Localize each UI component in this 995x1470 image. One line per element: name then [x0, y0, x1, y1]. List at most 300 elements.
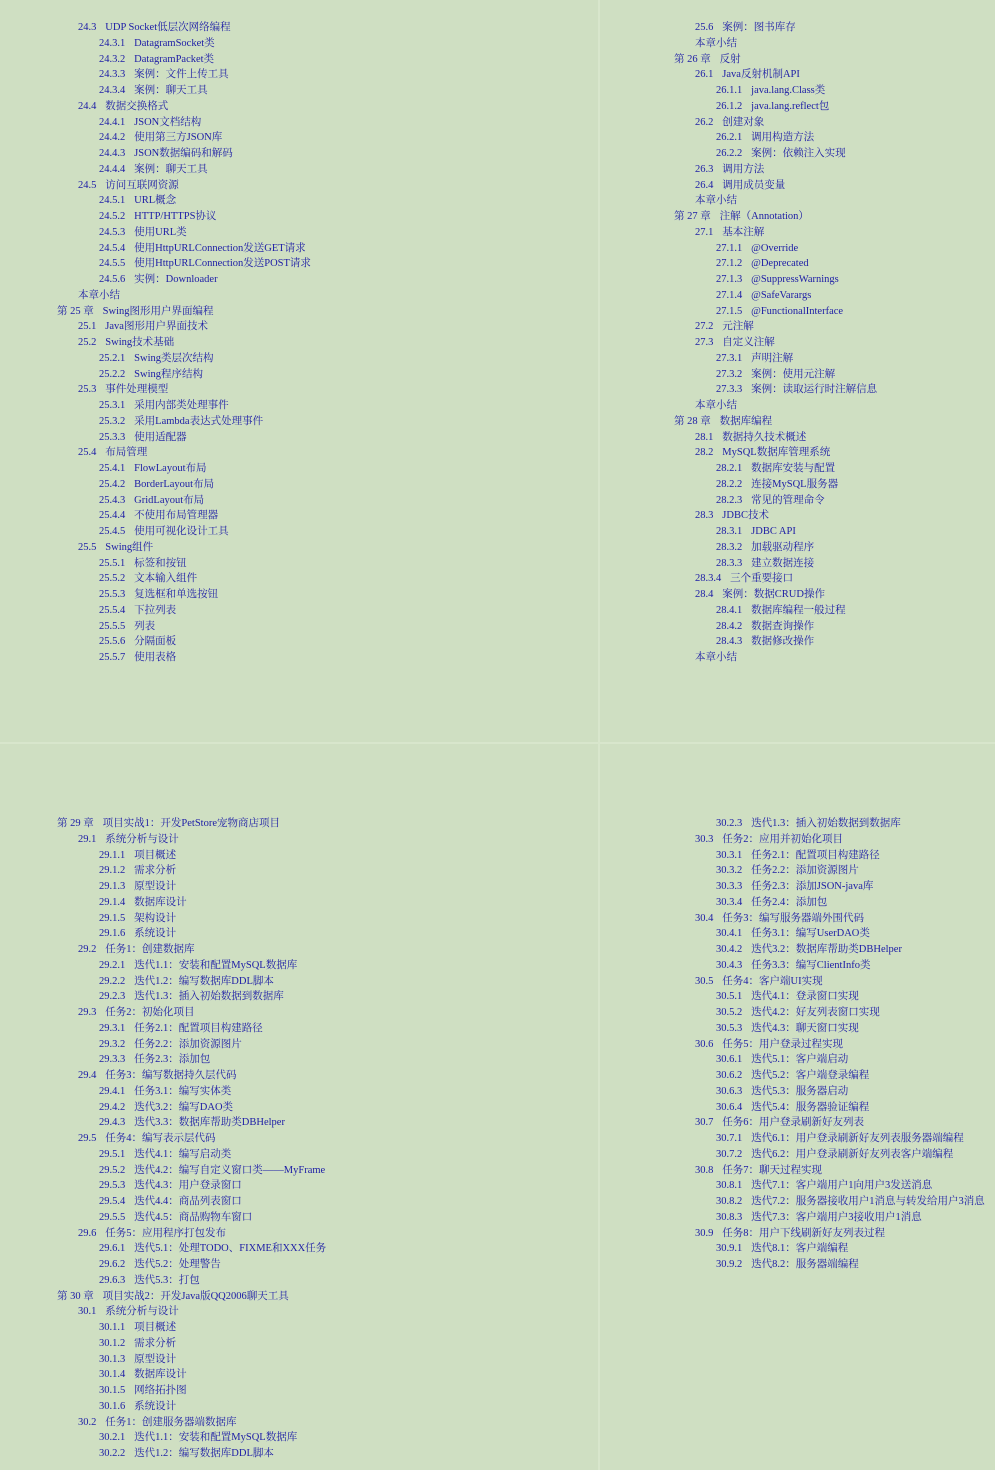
toc-entry-title: 架构设计 [134, 912, 177, 924]
toc-entry[interactable] [674, 477, 877, 493]
toc-entry-title: 案例：聊天工具 [134, 163, 208, 175]
toc-entry-title: 任务5：应用程序打包发布 [105, 1227, 227, 1239]
toc-entry[interactable] [674, 1115, 985, 1131]
toc-entry[interactable] [57, 926, 326, 942]
toc-entry-number: 25.5.6 [99, 636, 126, 648]
toc-entry[interactable] [57, 20, 311, 36]
toc-entry[interactable] [57, 178, 311, 194]
toc-entry[interactable] [674, 193, 877, 209]
toc-entry[interactable] [674, 99, 877, 115]
toc-entry[interactable] [674, 146, 877, 162]
toc-entry-number: 29.1.4 [99, 896, 126, 908]
toc-entry-number: 24.5.2 [99, 211, 126, 222]
toc-entry[interactable] [57, 556, 311, 572]
toc-entry[interactable] [57, 1068, 326, 1084]
toc-entry[interactable] [57, 1352, 326, 1368]
toc-entry-title: 标签和按钮 [134, 557, 187, 569]
toc-entry-title: 本章小结 [695, 37, 737, 49]
toc-entry[interactable] [57, 1037, 326, 1053]
toc-entry[interactable] [57, 319, 311, 335]
toc-entry-number: 30.8.1 [716, 1180, 743, 1192]
toc-entry[interactable] [674, 272, 877, 288]
toc-entry-title: Java图形用户界面技术 [105, 321, 208, 333]
toc-entry[interactable] [57, 911, 326, 927]
toc-entry[interactable] [674, 256, 877, 272]
toc-entry-number: 29.6 [78, 1227, 97, 1239]
toc-entry[interactable] [674, 430, 877, 446]
toc-entry[interactable] [57, 634, 311, 650]
toc-entry-title: 创建对象 [722, 116, 765, 128]
toc-entry-title: 案例：图书库存 [722, 22, 796, 33]
toc-entry[interactable] [57, 1131, 326, 1147]
toc-entry[interactable] [674, 1241, 985, 1257]
toc-entry-title: 元注解 [722, 321, 754, 333]
toc-entry[interactable] [57, 398, 311, 414]
toc-entry[interactable] [674, 1068, 985, 1084]
toc-entry-title: 迭代4.1：登录窗口实现 [751, 991, 859, 1003]
toc-entry-title: 案例：数据CRUD操作 [722, 589, 825, 600]
toc-entry-number: 30.1.2 [99, 1337, 126, 1349]
toc-entry-title: 连接MySQL服务器 [751, 478, 839, 490]
toc-entry-number: 30.8.2 [716, 1196, 743, 1207]
toc-entry-title: 迭代3.3：数据库帮助类DBHelper [134, 1117, 285, 1129]
toc-entry-number: 24.3 [78, 22, 97, 33]
toc-entry[interactable] [57, 1210, 326, 1226]
toc-entry[interactable] [57, 1430, 326, 1446]
toc-entry[interactable] [674, 508, 877, 524]
toc-entry-number: 30.4 [695, 912, 714, 924]
toc-entry-title: 迭代8.2：服务器端编程 [751, 1259, 859, 1270]
toc-entry[interactable] [57, 193, 311, 209]
toc-entry[interactable] [674, 493, 877, 509]
toc-entry[interactable] [674, 241, 877, 257]
toc-entry-title: 数据交换格式 [105, 100, 169, 112]
toc-entry-title: 任务4：编写表示层代码 [105, 1133, 216, 1144]
toc-entry-title: 项目概述 [134, 849, 177, 861]
toc-entry[interactable] [57, 1304, 326, 1320]
toc-entry[interactable] [57, 1084, 326, 1100]
toc-entry-title: 任务2.1：配置项目构建路径 [751, 849, 880, 861]
toc-entry[interactable] [674, 911, 985, 927]
toc-entry[interactable] [57, 209, 311, 225]
toc-entry[interactable] [674, 1021, 985, 1037]
toc-entry[interactable] [57, 1257, 326, 1273]
toc-entry-title: 不使用布局管理器 [134, 510, 219, 522]
toc-entry[interactable] [674, 1052, 985, 1068]
toc-entry-number: 28.3.1 [716, 526, 743, 537]
toc-entry-number: 24.4.4 [99, 163, 126, 175]
toc-entry[interactable] [674, 556, 877, 572]
toc-entry-title: @SuppressWarnings [751, 274, 839, 285]
toc-entry-title: 使用URL类 [134, 226, 187, 238]
toc-entry-title: 注解（Annotation） [719, 211, 809, 222]
toc-entry[interactable] [674, 540, 877, 556]
toc-entry-title: 采用内部类处理事件 [134, 400, 229, 411]
toc-entry-title: 迭代7.1：客户端用户1向用户3发送消息 [751, 1180, 933, 1192]
toc-entry-title: 迭代7.3：客户端用户3接收用户1消息 [751, 1211, 922, 1223]
toc-chapter-entry[interactable] [674, 52, 877, 68]
toc-entry[interactable] [57, 83, 311, 99]
toc-entry[interactable] [57, 619, 311, 635]
toc-entry[interactable] [57, 241, 311, 257]
toc-chapter-entry[interactable] [674, 209, 877, 225]
toc-entry-number: 30.5.3 [716, 1022, 743, 1034]
toc-entry-number: 30.4.3 [716, 959, 743, 971]
toc-entry[interactable] [57, 67, 311, 83]
toc-entry[interactable] [674, 382, 877, 398]
toc-entry[interactable] [57, 477, 311, 493]
toc-entry[interactable] [57, 1100, 326, 1116]
toc-entry-title: 任务2.3：添加JSON-java库 [751, 881, 874, 892]
toc-entry-number: 27.1.1 [716, 242, 743, 254]
toc-entry-number: 29.5 [78, 1133, 97, 1144]
toc-entry-number: 25.4.2 [99, 478, 126, 490]
toc-entry-title: 迭代6.2：用户登录刷新好友列表客户端编程 [751, 1148, 954, 1160]
toc-entry[interactable] [57, 508, 311, 524]
toc-entry[interactable] [674, 1131, 985, 1147]
toc-entry-title: 使用HttpURLConnection发送POST请求 [134, 258, 311, 270]
toc-entry[interactable] [674, 288, 877, 304]
toc-entry[interactable] [674, 603, 877, 619]
toc-entry[interactable] [57, 36, 311, 52]
toc-entry-number: 24.5.5 [99, 258, 126, 270]
toc-entry-number: 29.2 [78, 944, 97, 955]
toc-entry[interactable] [57, 1021, 326, 1037]
toc-entry[interactable] [674, 445, 877, 461]
toc-entry[interactable] [57, 1178, 326, 1194]
toc-entry-number: 28.4.2 [716, 620, 743, 632]
toc-page1-left-column [57, 20, 311, 666]
toc-entry-title: 数据库安装与配置 [751, 463, 836, 474]
toc-entry-number: 第 25 章 [57, 305, 94, 317]
toc-entry-title: UDP Socket低层次网络编程 [105, 22, 231, 33]
toc-entry[interactable] [57, 989, 326, 1005]
toc-entry-number: 24.5.3 [99, 226, 126, 238]
toc-entry-title: GridLayout布局 [134, 494, 205, 506]
toc-entry-title: 案例：文件上传工具 [134, 69, 229, 81]
toc-entry[interactable] [674, 1194, 985, 1210]
toc-entry-number: 27.3.3 [716, 384, 743, 396]
toc-entry[interactable] [674, 225, 877, 241]
toc-entry[interactable] [674, 367, 877, 383]
toc-chapter-entry[interactable] [57, 304, 311, 320]
toc-entry[interactable] [57, 1163, 326, 1179]
toc-entry-number: 25.3 [78, 384, 97, 396]
toc-entry[interactable] [674, 587, 877, 603]
toc-entry[interactable] [57, 1336, 326, 1352]
toc-entry[interactable] [57, 958, 326, 974]
toc-entry-title: 任务3：编写数据持久层代码 [105, 1070, 237, 1081]
toc-entry[interactable] [674, 351, 877, 367]
toc-entry[interactable] [674, 879, 985, 895]
toc-entry-title: Swing技术基础 [105, 337, 175, 348]
toc-entry-number: 30.7.2 [716, 1148, 743, 1160]
toc-entry-title: 数据持久技术概述 [722, 431, 807, 443]
toc-entry[interactable] [57, 1446, 326, 1462]
toc-entry-number: 25.5 [78, 541, 97, 553]
toc-entry-number: 29.1 [78, 833, 97, 845]
toc-entry-number: 第 28 章 [674, 415, 711, 427]
toc-entry[interactable] [57, 1320, 326, 1336]
toc-entry-number: 30.4.2 [716, 944, 743, 955]
toc-entry[interactable] [57, 603, 311, 619]
toc-page2-left-column [57, 816, 326, 1462]
toc-entry[interactable] [674, 1084, 985, 1100]
toc-entry[interactable] [57, 524, 311, 540]
toc-entry-title: 自定义注解 [722, 337, 775, 348]
toc-entry[interactable] [674, 989, 985, 1005]
toc-entry[interactable] [57, 1367, 326, 1383]
toc-entry[interactable] [674, 816, 985, 832]
toc-entry[interactable] [57, 895, 326, 911]
toc-entry[interactable] [674, 83, 877, 99]
toc-entry[interactable] [57, 650, 311, 666]
toc-entry[interactable] [674, 1226, 985, 1242]
toc-entry-title: 文本输入组件 [134, 573, 198, 585]
toc-entry-title: Swing程序结构 [134, 368, 204, 380]
toc-entry-number: 28.3 [695, 510, 714, 522]
toc-entry-title: 任务3.3：编写ClientInfo类 [751, 959, 871, 971]
toc-entry-title: 迭代4.2：编写自定义窗口类——MyFrame [134, 1164, 326, 1176]
toc-entry-number: 29.5.5 [99, 1211, 126, 1223]
toc-entry[interactable] [674, 20, 877, 36]
toc-entry[interactable] [674, 958, 985, 974]
toc-entry[interactable] [674, 1178, 985, 1194]
toc-entry[interactable] [57, 445, 311, 461]
toc-entry-title: 任务7：聊天过程实现 [722, 1164, 823, 1176]
toc-entry-number: 30.8 [695, 1164, 714, 1176]
toc-entry-title: 系统分析与设计 [105, 1306, 179, 1318]
toc-entry-number: 24.3.1 [99, 37, 126, 49]
toc-page1-right-column [674, 20, 877, 666]
toc-entry-number: 30.9.1 [716, 1243, 743, 1255]
toc-entry-title: @SafeVarargs [751, 289, 812, 301]
toc-entry-title: 调用方法 [722, 163, 765, 175]
toc-entry-title: 数据查询操作 [751, 620, 815, 632]
toc-entry-number: 30.1.5 [99, 1385, 126, 1396]
toc-entry[interactable] [57, 1115, 326, 1131]
toc-entry-number: 29.4.1 [99, 1085, 126, 1097]
toc-entry[interactable] [57, 382, 311, 398]
toc-entry[interactable] [674, 1257, 985, 1273]
toc-entry-number: 29.3.2 [99, 1038, 126, 1050]
toc-entry-title: 网络拓扑图 [134, 1385, 187, 1396]
toc-entry-title: 反射 [719, 53, 741, 65]
toc-entry[interactable] [57, 942, 326, 958]
toc-entry[interactable] [57, 367, 311, 383]
toc-entry[interactable] [674, 1005, 985, 1021]
toc-entry[interactable] [674, 926, 985, 942]
toc-entry[interactable] [57, 430, 311, 446]
toc-entry[interactable] [57, 863, 326, 879]
toc-entry[interactable] [57, 1147, 326, 1163]
toc-entry-number: 29.5.2 [99, 1164, 126, 1176]
toc-entry[interactable] [57, 1052, 326, 1068]
toc-entry-title: 迭代3.2：数据库帮助类DBHelper [751, 944, 902, 955]
toc-entry[interactable] [674, 1147, 985, 1163]
toc-entry[interactable] [674, 1163, 985, 1179]
toc-entry-title: 项目概述 [134, 1322, 177, 1333]
toc-entry-title: 迭代4.2：好友列表窗口实现 [751, 1007, 880, 1018]
toc-entry[interactable] [57, 461, 311, 477]
toc-entry[interactable] [57, 1241, 326, 1257]
toc-chapter-entry[interactable] [674, 414, 877, 430]
toc-entry-number: 29.6.2 [99, 1259, 126, 1270]
toc-entry-number: 30.6.2 [716, 1070, 743, 1081]
toc-entry[interactable] [57, 288, 311, 304]
toc-entry-number: 30.2.2 [99, 1448, 126, 1459]
toc-entry[interactable] [674, 461, 877, 477]
toc-entry[interactable] [57, 335, 311, 351]
toc-entry-title: 数据库编程 [719, 415, 773, 427]
toc-entry[interactable] [674, 319, 877, 335]
toc-entry[interactable] [57, 115, 311, 131]
toc-entry-title: 任务1：创建数据库 [105, 944, 195, 955]
toc-entry[interactable] [57, 587, 311, 603]
toc-entry[interactable] [674, 67, 877, 83]
toc-entry-number: 29.2.1 [99, 959, 126, 971]
toc-entry-number: 25.5.2 [99, 573, 126, 585]
toc-entry[interactable] [674, 974, 985, 990]
toc-entry-title: DatagramSocket类 [134, 37, 215, 49]
toc-entry[interactable] [57, 879, 326, 895]
toc-entry[interactable] [674, 524, 877, 540]
toc-entry-title: 数据库编程一般过程 [751, 604, 846, 616]
toc-entry-number: 25.4.3 [99, 494, 126, 506]
toc-entry-title: 复选框和单选按钮 [134, 589, 219, 600]
toc-entry-title: 任务2.2：添加资源图片 [751, 865, 859, 877]
toc-entry-title: 使用适配器 [134, 431, 187, 443]
toc-entry-title: 迭代1.3：插入初始数据到数据库 [751, 818, 901, 829]
toc-entry-title: HTTP/HTTPS协议 [134, 211, 217, 222]
toc-entry-number: 30.3.4 [716, 896, 743, 908]
toc-entry[interactable] [57, 272, 311, 288]
toc-entry-number: 27.3 [695, 337, 714, 348]
toc-entry[interactable] [57, 162, 311, 178]
toc-entry-number: 29.5.4 [99, 1196, 126, 1207]
toc-entry-number: 29.2.2 [99, 975, 126, 987]
toc-entry-number: 29.5.3 [99, 1180, 126, 1192]
toc-entry-number: 30.5 [695, 975, 714, 987]
toc-entry-title: 原型设计 [134, 1353, 177, 1365]
toc-entry-number: 30.3.2 [716, 865, 743, 877]
toc-entry[interactable] [57, 848, 326, 864]
toc-entry-title: 迭代1.2：编写数据库DDL脚本 [134, 1448, 274, 1459]
toc-entry[interactable] [57, 1226, 326, 1242]
toc-entry-number: 25.2 [78, 337, 97, 348]
toc-entry-number: 24.4.2 [99, 132, 126, 144]
toc-entry-title: 需求分析 [134, 865, 177, 877]
toc-entry-title: 迭代5.2：处理警告 [134, 1259, 221, 1270]
toc-entry[interactable] [57, 225, 311, 241]
toc-entry[interactable] [57, 1005, 326, 1021]
toc-entry[interactable] [57, 351, 311, 367]
toc-entry[interactable] [57, 832, 326, 848]
toc-entry-number: 25.2.1 [99, 352, 126, 364]
toc-entry[interactable] [57, 493, 311, 509]
toc-entry-title: Swing组件 [105, 541, 154, 553]
toc-entry-title: 常见的管理命令 [751, 494, 825, 506]
toc-entry[interactable] [57, 1399, 326, 1415]
toc-entry[interactable] [674, 571, 877, 587]
toc-entry[interactable] [674, 1100, 985, 1116]
toc-entry-title: 迭代5.1：处理TODO、FIXME和XXX任务 [134, 1243, 327, 1255]
toc-entry-number: 30.2 [78, 1416, 97, 1428]
toc-entry[interactable] [674, 130, 877, 146]
toc-entry-title: 任务8：用户下线刷新好友列表过程 [722, 1227, 886, 1239]
toc-entry-title: 任务5：用户登录过程实现 [722, 1038, 844, 1050]
toc-entry[interactable] [57, 1383, 326, 1399]
toc-entry[interactable] [674, 1210, 985, 1226]
toc-entry[interactable] [57, 414, 311, 430]
toc-entry[interactable] [674, 863, 985, 879]
toc-entry[interactable] [674, 304, 877, 320]
toc-entry-number: 24.4.3 [99, 148, 126, 159]
toc-entry[interactable] [57, 1194, 326, 1210]
toc-entry[interactable] [57, 256, 311, 272]
toc-entry-title: 列表 [134, 620, 156, 632]
toc-entry[interactable] [674, 634, 877, 650]
toc-entry-title: 三个重要接口 [730, 573, 794, 585]
toc-entry[interactable] [57, 571, 311, 587]
toc-entry[interactable] [674, 178, 877, 194]
toc-entry-number: 29.3.3 [99, 1054, 126, 1066]
toc-entry-number: 26.4 [695, 179, 714, 191]
toc-entry-number: 25.4.1 [99, 463, 126, 474]
toc-entry-number: 25.1 [78, 321, 97, 333]
toc-entry[interactable] [674, 115, 877, 131]
toc-entry[interactable] [57, 146, 311, 162]
toc-entry-number: 26.1.2 [716, 100, 743, 112]
toc-entry-number: 30.3.1 [716, 849, 743, 861]
toc-entry-number: 25.4.4 [99, 510, 126, 522]
toc-entry-title: 案例：读取运行时注解信息 [751, 384, 878, 396]
toc-entry[interactable] [674, 832, 985, 848]
toc-entry[interactable] [57, 540, 311, 556]
toc-entry[interactable] [57, 52, 311, 68]
toc-entry-title: 案例：依赖注入实现 [751, 148, 846, 159]
toc-entry-number: 24.5.1 [99, 195, 126, 207]
toc-entry-number: 27.1.3 [716, 274, 743, 285]
toc-entry[interactable] [674, 1037, 985, 1053]
toc-entry-title: 任务2.2：添加资源图片 [134, 1038, 242, 1050]
toc-chapter-entry[interactable] [57, 816, 326, 832]
toc-entry[interactable] [674, 942, 985, 958]
toc-entry[interactable] [674, 650, 877, 666]
toc-entry[interactable] [57, 1415, 326, 1431]
toc-entry-title: 原型设计 [134, 881, 177, 892]
toc-entry[interactable] [57, 99, 311, 115]
toc-entry-number: 25.4 [78, 447, 97, 459]
toc-entry-title: 任务3：编写服务器端外围代码 [722, 912, 865, 924]
toc-entry[interactable] [674, 619, 877, 635]
toc-chapter-entry[interactable] [57, 1289, 326, 1305]
toc-entry[interactable] [674, 398, 877, 414]
toc-entry-title: 本章小结 [695, 652, 737, 663]
toc-entry[interactable] [57, 130, 311, 146]
toc-entry[interactable] [57, 974, 326, 990]
toc-entry-number: 27.1.5 [716, 305, 743, 317]
toc-entry[interactable] [674, 335, 877, 351]
toc-entry[interactable] [674, 848, 985, 864]
toc-entry[interactable] [674, 162, 877, 178]
toc-entry-title: 项目实战1：开发PetStore宠物商店项目 [102, 818, 281, 829]
toc-entry[interactable] [674, 36, 877, 52]
toc-entry[interactable] [57, 1273, 326, 1289]
toc-entry-number: 29.5.1 [99, 1148, 126, 1160]
toc-entry[interactable] [674, 895, 985, 911]
toc-entry-number: 28.3.4 [695, 573, 722, 585]
